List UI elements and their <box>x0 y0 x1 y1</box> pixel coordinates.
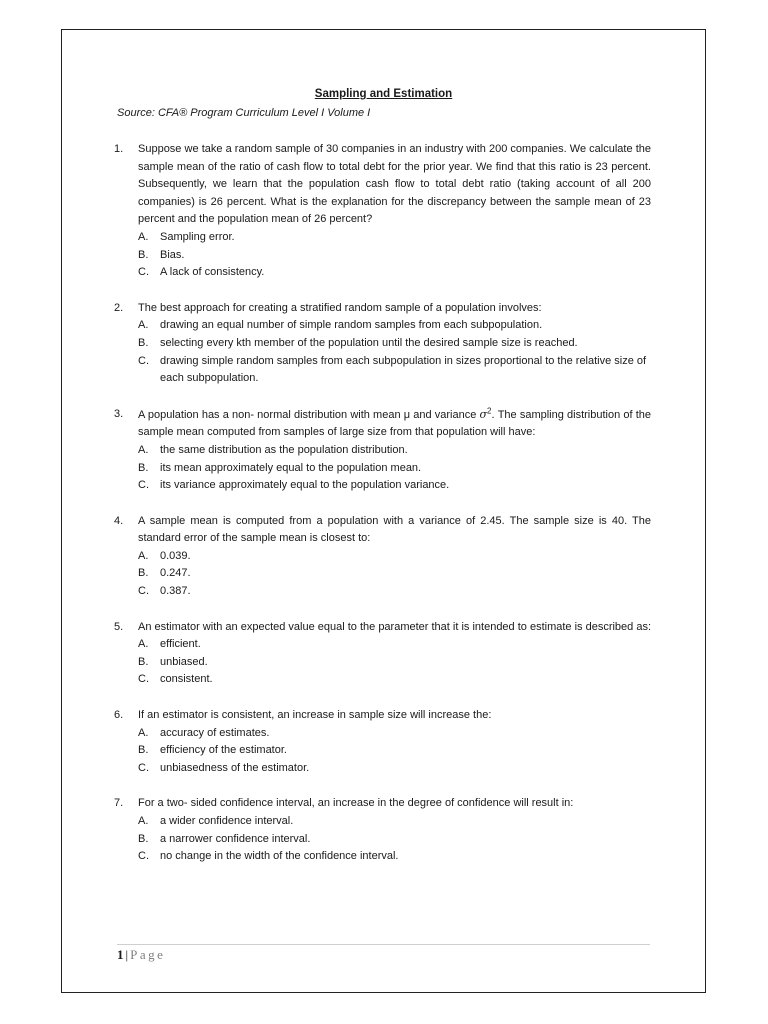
option-text: 0.039. <box>160 549 191 562</box>
question-number: 3. <box>114 407 124 420</box>
question-5 <box>114 619 651 689</box>
option-text: efficiency of the estimator. <box>160 744 287 757</box>
option-b <box>138 654 651 672</box>
footer-separator: | <box>125 947 129 962</box>
option-c <box>138 848 651 866</box>
question-text: The best approach for creating a stratified random sample of a population involves: <box>138 301 542 314</box>
option-text: A lack of consistency. <box>160 266 265 279</box>
option-letter: A. <box>138 443 149 456</box>
option-b <box>138 247 651 265</box>
option-letter: C. <box>138 761 149 774</box>
document-source: Source: CFA® Program Curriculum Level I Volume I <box>117 107 371 119</box>
option-text: a narrower confidence interval. <box>160 832 311 845</box>
option-letter: A. <box>138 319 149 332</box>
footer-divider <box>117 944 650 945</box>
superscript: 2 <box>487 406 492 416</box>
option-letter: A. <box>138 549 149 562</box>
option-text: drawing simple random samples from each subpopulation in sizes proportional to the relative size of each subpopulation. <box>160 354 647 385</box>
question-6 <box>114 707 651 777</box>
option-text: its mean approximately equal to the population mean. <box>160 461 422 474</box>
option-text: no change in the width of the confidence interval. <box>160 850 399 863</box>
question-number: 6. <box>114 709 124 722</box>
question-text <box>138 406 651 442</box>
option-a <box>138 442 651 460</box>
option-text: selecting every kth member of the population until the desired sample size is reached. <box>160 336 578 349</box>
option-text: Sampling error. <box>160 230 235 243</box>
question-number: 7. <box>114 797 124 810</box>
option-text: accuracy of estimates. <box>160 726 270 739</box>
option-letter: C. <box>138 479 149 492</box>
sigma-symbol: σ <box>479 407 488 421</box>
option-a <box>138 725 651 743</box>
question-4 <box>114 513 651 601</box>
option-letter: B. <box>138 655 149 668</box>
option-letter: B. <box>138 461 149 474</box>
option-text: 0.387. <box>160 585 191 598</box>
option-text: drawing an equal number of simple random samples from each subpopulation. <box>160 319 543 332</box>
document-title: Sampling and Estimation <box>314 88 453 100</box>
question-number: 2. <box>114 301 124 314</box>
option-c <box>138 671 651 689</box>
option-a <box>138 317 651 335</box>
question-text: A sample mean is computed from a population with a variance of 2.45. The sample size is 40. The standard error of the sample mean is closest to: <box>138 514 651 545</box>
option-letter: B. <box>138 336 149 349</box>
option-text: consistent. <box>160 673 213 686</box>
option-letter: A. <box>138 638 149 651</box>
option-letter: A. <box>138 230 149 243</box>
option-b <box>138 831 651 849</box>
option-letter: A. <box>138 815 149 827</box>
question-text: For a two- sided confidence interval, an increase in the degree of confidence will result in: <box>138 797 574 810</box>
option-letter: A. <box>138 726 149 739</box>
option-text: unbiased. <box>160 655 208 668</box>
option-text: unbiasedness of the estimator. <box>160 761 310 774</box>
option-letter: C. <box>138 354 149 367</box>
option-c <box>138 583 651 601</box>
option-letter: C. <box>138 673 149 686</box>
option-letter: C. <box>138 266 149 279</box>
question-3 <box>114 406 651 495</box>
option-letter: B. <box>138 832 149 845</box>
question-text-after: . The sampling distribution of the sample mean computed from samples of large size from that population will have: <box>138 408 651 439</box>
option-c <box>138 264 651 282</box>
question-text: Suppose we take a random sample of 30 companies in an industry with 200 companies. We calculate the sample mean of the ratio of cash flow to total debt for the prior year. We find that this ratio is 23 percent. Subsequently, we learn that the population cash flow to total debt ratio (taking account of all 200 companies) is 26 percent. What is the explanation for the discrepancy between the sample mean of 23 percent and the population mean of 26 percent? <box>138 143 651 226</box>
option-letter: B. <box>138 248 149 261</box>
question-1 <box>114 141 651 282</box>
question-2 <box>114 300 651 388</box>
question-text: An estimator with an expected value equal to the parameter that it is intended to estimate is described as: <box>138 620 652 633</box>
question-7 <box>114 795 651 865</box>
question-number: 1. <box>114 143 124 155</box>
option-b <box>138 335 651 353</box>
option-a <box>138 636 651 654</box>
question-text: If an estimator is consistent, an increase in sample size will increase the: <box>138 709 492 722</box>
option-b <box>138 460 651 478</box>
question-number: 4. <box>114 514 124 527</box>
page-footer <box>117 947 165 963</box>
question-number: 5. <box>114 620 124 633</box>
document-page <box>61 29 706 993</box>
question-list <box>114 141 651 884</box>
option-letter: C. <box>138 850 149 863</box>
option-letter: C. <box>138 585 149 598</box>
option-text: its variance approximately equal to the population variance. <box>160 479 450 492</box>
option-text: a wider confidence interval. <box>160 815 294 827</box>
option-c <box>138 353 651 388</box>
page-label: Page <box>130 947 166 962</box>
option-c <box>138 760 651 778</box>
option-b <box>138 742 651 760</box>
option-text: the same distribution as the population distribution. <box>160 443 408 456</box>
option-letter: B. <box>138 744 149 757</box>
option-a <box>138 813 651 831</box>
option-c <box>138 477 651 495</box>
question-text-before: A population has a non- normal distribution with mean μ and variance <box>138 408 477 421</box>
option-text: 0.247. <box>160 567 191 580</box>
option-text: Bias. <box>160 248 185 261</box>
page-number: 1 <box>117 947 124 962</box>
option-a <box>138 229 651 247</box>
option-letter: B. <box>138 567 149 580</box>
option-text: efficient. <box>160 638 201 651</box>
option-a <box>138 548 651 566</box>
option-b <box>138 565 651 583</box>
